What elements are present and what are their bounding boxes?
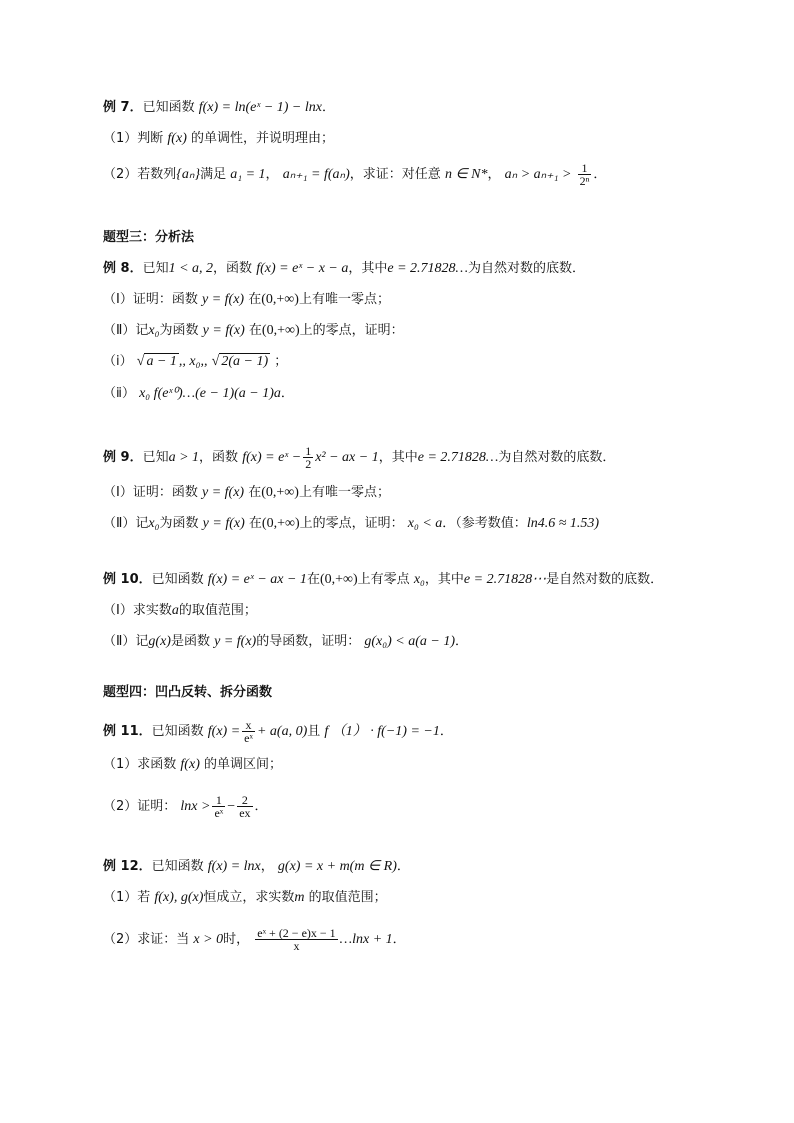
ex7-formula: f(x) = ln(eˣ − 1) − lnx — [198, 100, 322, 115]
ex8-i-end: ； — [274, 354, 288, 369]
ex9-p2-y: y = f(x) — [202, 516, 245, 531]
ex10-p1-post: 的取值范围； — [178, 603, 257, 618]
ex11-part1 — [103, 756, 282, 774]
ex8-p2-post: 上的零点，证明： — [299, 323, 404, 338]
ex9-p1-post: 上有唯一零点； — [298, 485, 390, 500]
ex9-p1-pre: （Ⅰ）证明：函数 — [103, 485, 198, 500]
ex9-f-pre: f(x) = eˣ − — [242, 450, 302, 465]
ex11-p2-frac2 — [237, 794, 252, 819]
ex8-mid: ，函数 — [213, 261, 253, 276]
ex12-p1-cond: f(x), g(x) — [154, 890, 204, 905]
ex10-e: e = 2.71828⋯ — [463, 572, 547, 587]
ex8-ii-pre: （ⅱ） — [103, 386, 135, 401]
ex10-int: (0,+∞) — [319, 572, 358, 587]
ex7-p2-rec: aₙ₊₁ = f(aₙ) — [282, 167, 350, 182]
ex10-mid2: ，其中 — [424, 572, 464, 587]
ex9-e: e = 2.71828… — [417, 450, 499, 465]
ex7-part2 — [103, 162, 606, 187]
ex12-g: g(x) = x + m(m ∈ R) — [277, 859, 397, 874]
ex8-p2-in: 在 — [248, 323, 262, 338]
ex7-frac-num: 1 — [578, 162, 592, 175]
ex8-i-sqrt1: √ a − 1 — [136, 354, 177, 369]
ex7-end: ． — [322, 100, 336, 115]
ex12-p1-m: m — [294, 890, 305, 905]
ex9-statement — [103, 445, 615, 470]
ex9-part1 — [103, 484, 390, 502]
ex11-p2-f2-den: ex — [239, 806, 251, 820]
ex8-p1-int: (0,+∞) — [261, 292, 299, 307]
ex10-part2 — [103, 633, 468, 651]
ex11-part2 — [103, 794, 268, 819]
ex9-f-post: x² − ax − 1 — [315, 450, 379, 465]
ex7-p2-comma2: ， — [487, 167, 501, 182]
ex7-p1-pre: （1）判断 — [103, 131, 164, 146]
ex7-p1-post: 的单调性，并说明理由； — [191, 131, 335, 146]
section-title-3: 题型三：分析法 — [103, 230, 195, 245]
ex8-p1-y: y = f(x) — [201, 292, 245, 307]
ex9-p2-ineq: x₀ < a — [407, 516, 443, 531]
ex10-x0: x₀ — [413, 572, 425, 587]
ex7-p2-ineq: aₙ > aₙ₊₁ > — [504, 167, 572, 182]
ex10-p2-g: g(x) — [148, 634, 171, 649]
ex10-p2-pre: （Ⅱ）记 — [103, 634, 149, 649]
ex12-intro: 已知函数 — [151, 859, 204, 874]
ex11-frac-den: eˣ — [244, 731, 253, 745]
ex8-i-rad1: a − 1 — [146, 354, 177, 369]
ex9-p2-int: (0,+∞) — [261, 516, 300, 531]
ex7-p2-a1: a₁ = 1 — [230, 167, 266, 182]
ex10-intro: 已知函数 — [151, 572, 204, 587]
ex10-in: 在 — [306, 572, 320, 587]
ex7-p2-n: n ∈ N* — [444, 167, 488, 182]
ex8-i-mid: ,, x₀,, — [178, 354, 208, 369]
ex9-p1-in: 在 — [248, 485, 262, 500]
ex9-mid2: ，其中 — [378, 450, 418, 465]
ex9-p2-in: 在 — [248, 516, 262, 531]
ex9-tail: 为自然对数的底数． — [498, 450, 616, 465]
ex8-p1-post: 上有唯一零点； — [298, 292, 390, 307]
ex8-tail: 为自然对数的底数． — [467, 261, 585, 276]
ex8-intro: 已知 — [142, 261, 169, 276]
ex8-e: e = 2.71828… — [387, 261, 468, 276]
ex12-statement — [103, 858, 410, 876]
ex11-statement — [103, 719, 453, 744]
ex8-i-rad2: 2(a − 1) — [221, 354, 269, 369]
ex12-part2 — [103, 927, 406, 952]
ex11-f-post: + a(a, 0) — [256, 724, 308, 739]
ex7-intro: 已知函数 — [142, 100, 195, 115]
ex11-p2-f2-num: 2 — [237, 794, 252, 807]
ex12-p2-fraction — [255, 927, 337, 952]
ex11-p1-post: 的单调区间； — [204, 757, 283, 772]
ex11-p2-end: ． — [254, 799, 268, 814]
ex11-p2-frac1 — [212, 794, 225, 819]
ex10-p1: （Ⅰ）求实数 — [103, 603, 172, 618]
ex10-p2-post: 的导函数，证明： — [256, 634, 361, 649]
ex8-i-sqrt2: √ 2(a − 1) — [211, 354, 269, 369]
ex10-part1 — [103, 602, 257, 620]
ex12-f: f(x) = lnx — [207, 859, 261, 874]
ex11-p2-minus: − — [227, 799, 236, 814]
ex9-p2-post: 上的零点，证明： — [299, 516, 404, 531]
ex8-p1-pre: （Ⅰ）证明：函数 — [103, 292, 198, 307]
ex12-comma: ， — [260, 859, 274, 874]
ex7-p2-fraction — [578, 162, 592, 187]
ex8-ii-formula: x₀ f(eˣ⁰)…(e − 1)(a − 1)a — [139, 386, 281, 401]
ex9-frac-num: 1 — [305, 444, 312, 458]
ex11-p2-ln: lnx > — [180, 799, 211, 814]
ex7-part1 — [103, 130, 334, 148]
ex7-p2-seq: {aₙ} — [176, 167, 201, 182]
ex8-i-pre: （ⅰ） — [103, 354, 133, 369]
ex8-mid2: ，其中 — [348, 261, 388, 276]
ex9-cond: a > 1 — [168, 450, 200, 465]
ex11-intro: 已知函数 — [151, 724, 204, 739]
ex7-label: 例 7． — [103, 100, 143, 115]
ex9-p2-ref: ．（参考数值： — [442, 516, 527, 531]
ex11-f-pre: f(x) = — [207, 724, 241, 739]
ex8-p2-int: (0,+∞) — [261, 323, 300, 338]
ex8-label: 例 8． — [103, 261, 143, 276]
ex12-p2-end: ． — [392, 932, 406, 947]
ex12-label: 例 12． — [103, 859, 152, 874]
ex10-p2-ineq: g(x₀) < a(a − 1) — [364, 634, 455, 649]
ex8-sub-i — [103, 353, 287, 371]
ex11-frac-num: x — [242, 719, 255, 732]
ex9-p2-ref-val: ln4.6 ≈ 1.53) — [526, 516, 600, 531]
ex12-p2-pre: （2）求证：当 — [103, 932, 190, 947]
ex7-statement — [103, 99, 335, 117]
ex10-p2-y: y = f(x) — [214, 634, 257, 649]
ex9-p2-x0: x₀ — [148, 516, 160, 531]
ex10-p1-a: a — [171, 603, 179, 618]
ex8-p2-pre: （Ⅱ）记 — [103, 323, 149, 338]
ex12-end: ． — [396, 859, 410, 874]
ex8-p1-in: 在 — [248, 292, 262, 307]
ex7-p2-mid2: ，求证：对任意 — [349, 167, 441, 182]
ex7-p2-pre: （2）若数列 — [103, 167, 177, 182]
ex10-statement — [103, 571, 663, 589]
ex9-p1-y: y = f(x) — [201, 485, 245, 500]
ex11-mid: 且 — [307, 724, 321, 739]
ex8-statement — [103, 260, 585, 278]
ex12-p1-mid: 恒成立，求实数 — [203, 890, 295, 905]
ex8-p2-y: y = f(x) — [202, 323, 245, 338]
ex10-p2-end: ． — [454, 634, 468, 649]
ex8-part2 — [103, 322, 404, 340]
ex9-intro: 已知 — [142, 450, 169, 465]
ex7-p2-mid1: 满足 — [200, 167, 227, 182]
ex12-p2-frac-num: eˣ + (2 − e)x − 1 — [257, 926, 336, 940]
ex11-label: 例 11． — [103, 724, 152, 739]
ex9-label: 例 9． — [103, 450, 143, 465]
ex8-p2-x0: x₀ — [148, 323, 160, 338]
ex10-formula: f(x) = eˣ − ax − 1 — [207, 572, 307, 587]
ex8-cond: 1 < a, 2 — [168, 261, 214, 276]
ex7-p1-f: f(x) — [167, 131, 187, 146]
ex12-p2-cond: x > 0 — [193, 932, 224, 947]
ex11-p1-f: f(x) — [180, 757, 200, 772]
ex10-p2-mid: 是函数 — [170, 634, 210, 649]
ex11-p2-f1-den: eˣ — [214, 806, 224, 820]
ex8-ii-end: ． — [280, 386, 294, 401]
ex8-part1 — [103, 291, 390, 309]
ex8-formula: f(x) = eˣ − x − a — [256, 261, 349, 276]
ex11-cond: f （1） · f(−1) = −1 — [324, 724, 440, 739]
ex7-p2-comma1: ， — [265, 167, 279, 182]
ex8-p2-mid: 为函数 — [159, 323, 199, 338]
ex9-mid: ，函数 — [199, 450, 239, 465]
ex11-p2-f1-num: 1 — [212, 794, 225, 807]
ex11-fraction — [242, 719, 255, 744]
ex12-p1-post: 的取值范围； — [308, 890, 387, 905]
ex12-part1 — [103, 889, 387, 907]
ex10-mid: 上有零点 — [357, 572, 410, 587]
ex12-p2-mid: 时， — [223, 932, 250, 947]
ex9-frac-den: 2 — [305, 457, 312, 471]
ex9-fraction — [303, 445, 313, 470]
section-title-4: 题型四：凹凸反转、拆分函数 — [103, 685, 273, 700]
ex9-part2 — [103, 515, 599, 533]
ex12-p2-frac-den: x — [293, 939, 300, 953]
ex10-label: 例 10． — [103, 572, 152, 587]
ex7-frac-den: 2ⁿ — [579, 174, 590, 188]
ex11-p2-pre: （2）证明： — [103, 799, 177, 814]
ex8-sub-ii — [103, 385, 294, 403]
ex11-end: ． — [439, 724, 453, 739]
ex12-p1-pre: （1）若 — [103, 890, 151, 905]
ex9-p1-int: (0,+∞) — [261, 485, 299, 500]
ex11-p1-pre: （1）求函数 — [103, 757, 177, 772]
ex9-p2-pre: （Ⅱ）记 — [103, 516, 149, 531]
ex10-tail: 是自然对数的底数． — [546, 572, 664, 587]
ex7-p2-end: ． — [593, 167, 607, 182]
ex9-p2-mid: 为函数 — [159, 516, 199, 531]
ex12-p2-post: …lnx + 1 — [339, 932, 393, 947]
